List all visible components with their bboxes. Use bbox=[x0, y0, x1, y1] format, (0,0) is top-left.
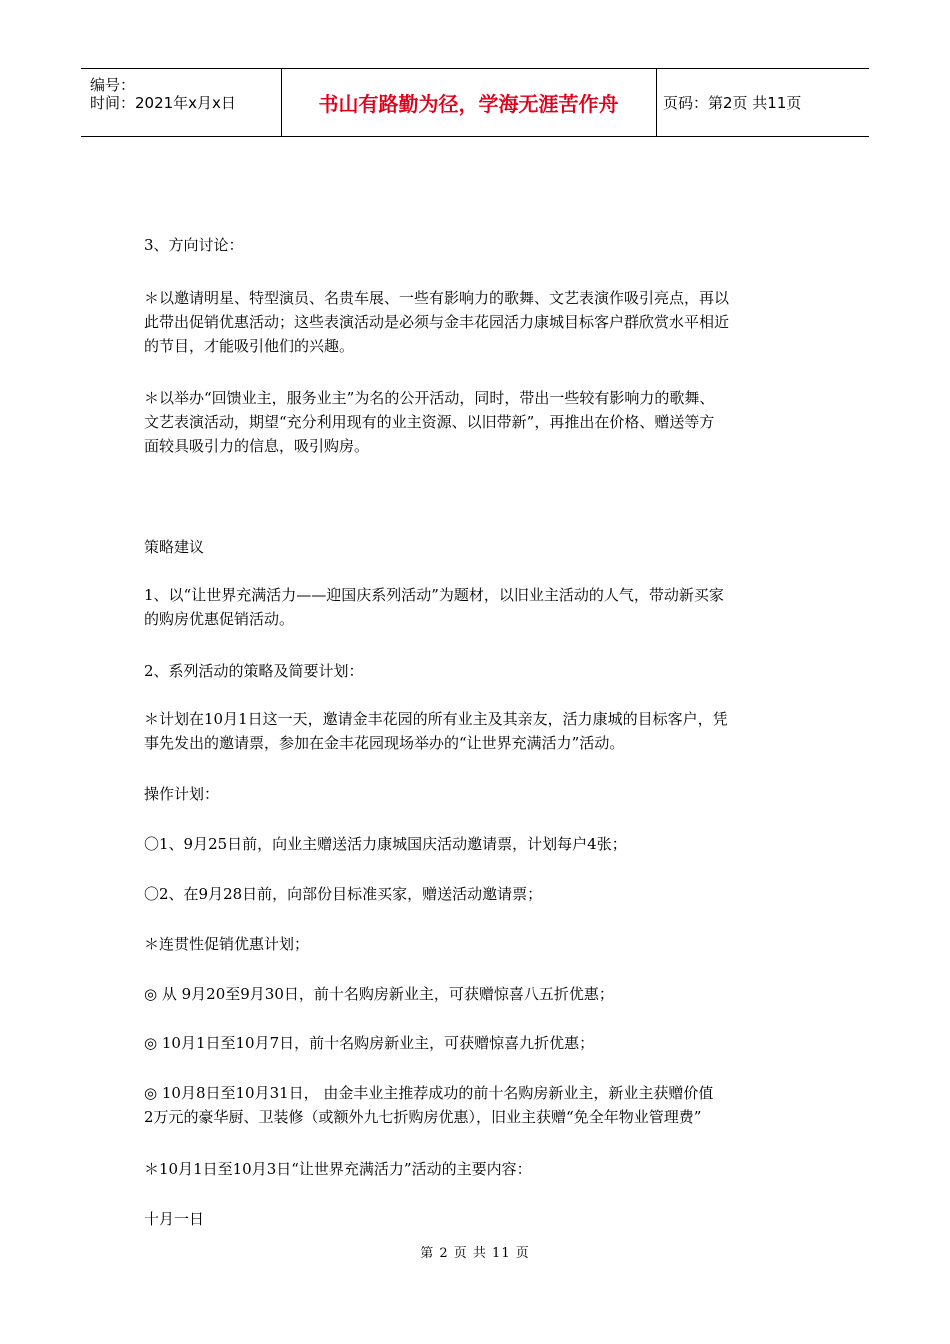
paragraph-option-celebrity-show: ＊以邀请明星、特型演员、名贵车展、一些有影响力的歌舞、文艺表演作吸引亮点，再以 此带出促销优惠活动；这些表演活动是必须与金丰花园活力康城目标客户群欣赏水平相近 的节目，才能吸引他们的兴趣。 bbox=[144, 289, 730, 355]
paragraph-direction-discussion: 3、方向讨论： bbox=[144, 236, 244, 254]
document-time-label: 时间：2021年x月x日 bbox=[90, 94, 236, 112]
header-motto: 书山有路勤为径，学海无涯苦作舟 bbox=[318, 92, 619, 116]
page-header bbox=[81, 68, 869, 137]
list-item-promotion-oct1-7: ◎ 10月1日至10月7日，前十名购房新业主，可获赠惊喜九折优惠； bbox=[144, 1034, 595, 1052]
paragraph-event-content: ＊10月1日至10月3日“让世界充满活力”活动的主要内容： bbox=[144, 1160, 532, 1178]
page-footer: 第 2 页 共 11 页 bbox=[420, 1246, 530, 1261]
paragraph-promotion-plan: ＊连贯性促销优惠计划； bbox=[144, 935, 310, 953]
header-info-cell bbox=[81, 69, 282, 136]
section-heading-operation-plan: 操作计划： bbox=[144, 785, 220, 803]
list-item-promotion-sep: ◎ 从 9月20至9月30日，前十名购房新业主，可获赠惊喜八五折优惠； bbox=[144, 985, 614, 1003]
paragraph-oct-first: 十月一日 bbox=[144, 1210, 205, 1228]
list-item-plan-1: 〇1、9月25日前，向业主赠送活力康城国庆活动邀请票，计划每户4张； bbox=[144, 835, 627, 853]
list-item-plan-2: 〇2、在9月28日前，向部份目标准买家，赠送活动邀请票； bbox=[144, 885, 543, 903]
list-item-promotion-oct8-31: ◎ 10月8日至10月31日， 由金丰业主推荐成功的前十名购房新业主，新业主获赠价值 2万元的豪华厨、卫装修（或额外九七折购房优惠），旧业主获赠“免全年物业管理费” bbox=[144, 1084, 714, 1126]
paragraph-option-owner-event: ＊以举办“回馈业主，服务业主”为名的公开活动，同时，带出一些较有影响力的歌舞、 文艺表演活动，期望“充分利用现有的业主资源、以旧带新”，再推出在价格、赠送等方 面较具吸引力的信息，吸引购房。 bbox=[144, 389, 715, 455]
paragraph-strategy-plan: 2、系列活动的策略及简要计划： bbox=[144, 662, 364, 680]
header-page-code: 页码：第2页 共11页 bbox=[663, 94, 802, 112]
document-number-label: 编号： bbox=[90, 76, 136, 94]
paragraph-strategy-theme: 1、以“让世界充满活力——迎国庆系列活动”为题材，以旧业主活动的人气，带动新买家 的购房优惠促销活动。 bbox=[144, 586, 724, 628]
header-page-cell bbox=[656, 69, 869, 136]
section-heading-strategy: 策略建议 bbox=[144, 538, 205, 556]
paragraph-oct1-invitation: ＊计划在10月1日这一天，邀请金丰花园的所有业主及其亲友，活力康城的目标客户，凭 事先发出的邀请票，参加在金丰花园现场举办的“让世界充满活力”活动。 bbox=[144, 710, 728, 752]
header-motto-cell bbox=[281, 69, 657, 136]
